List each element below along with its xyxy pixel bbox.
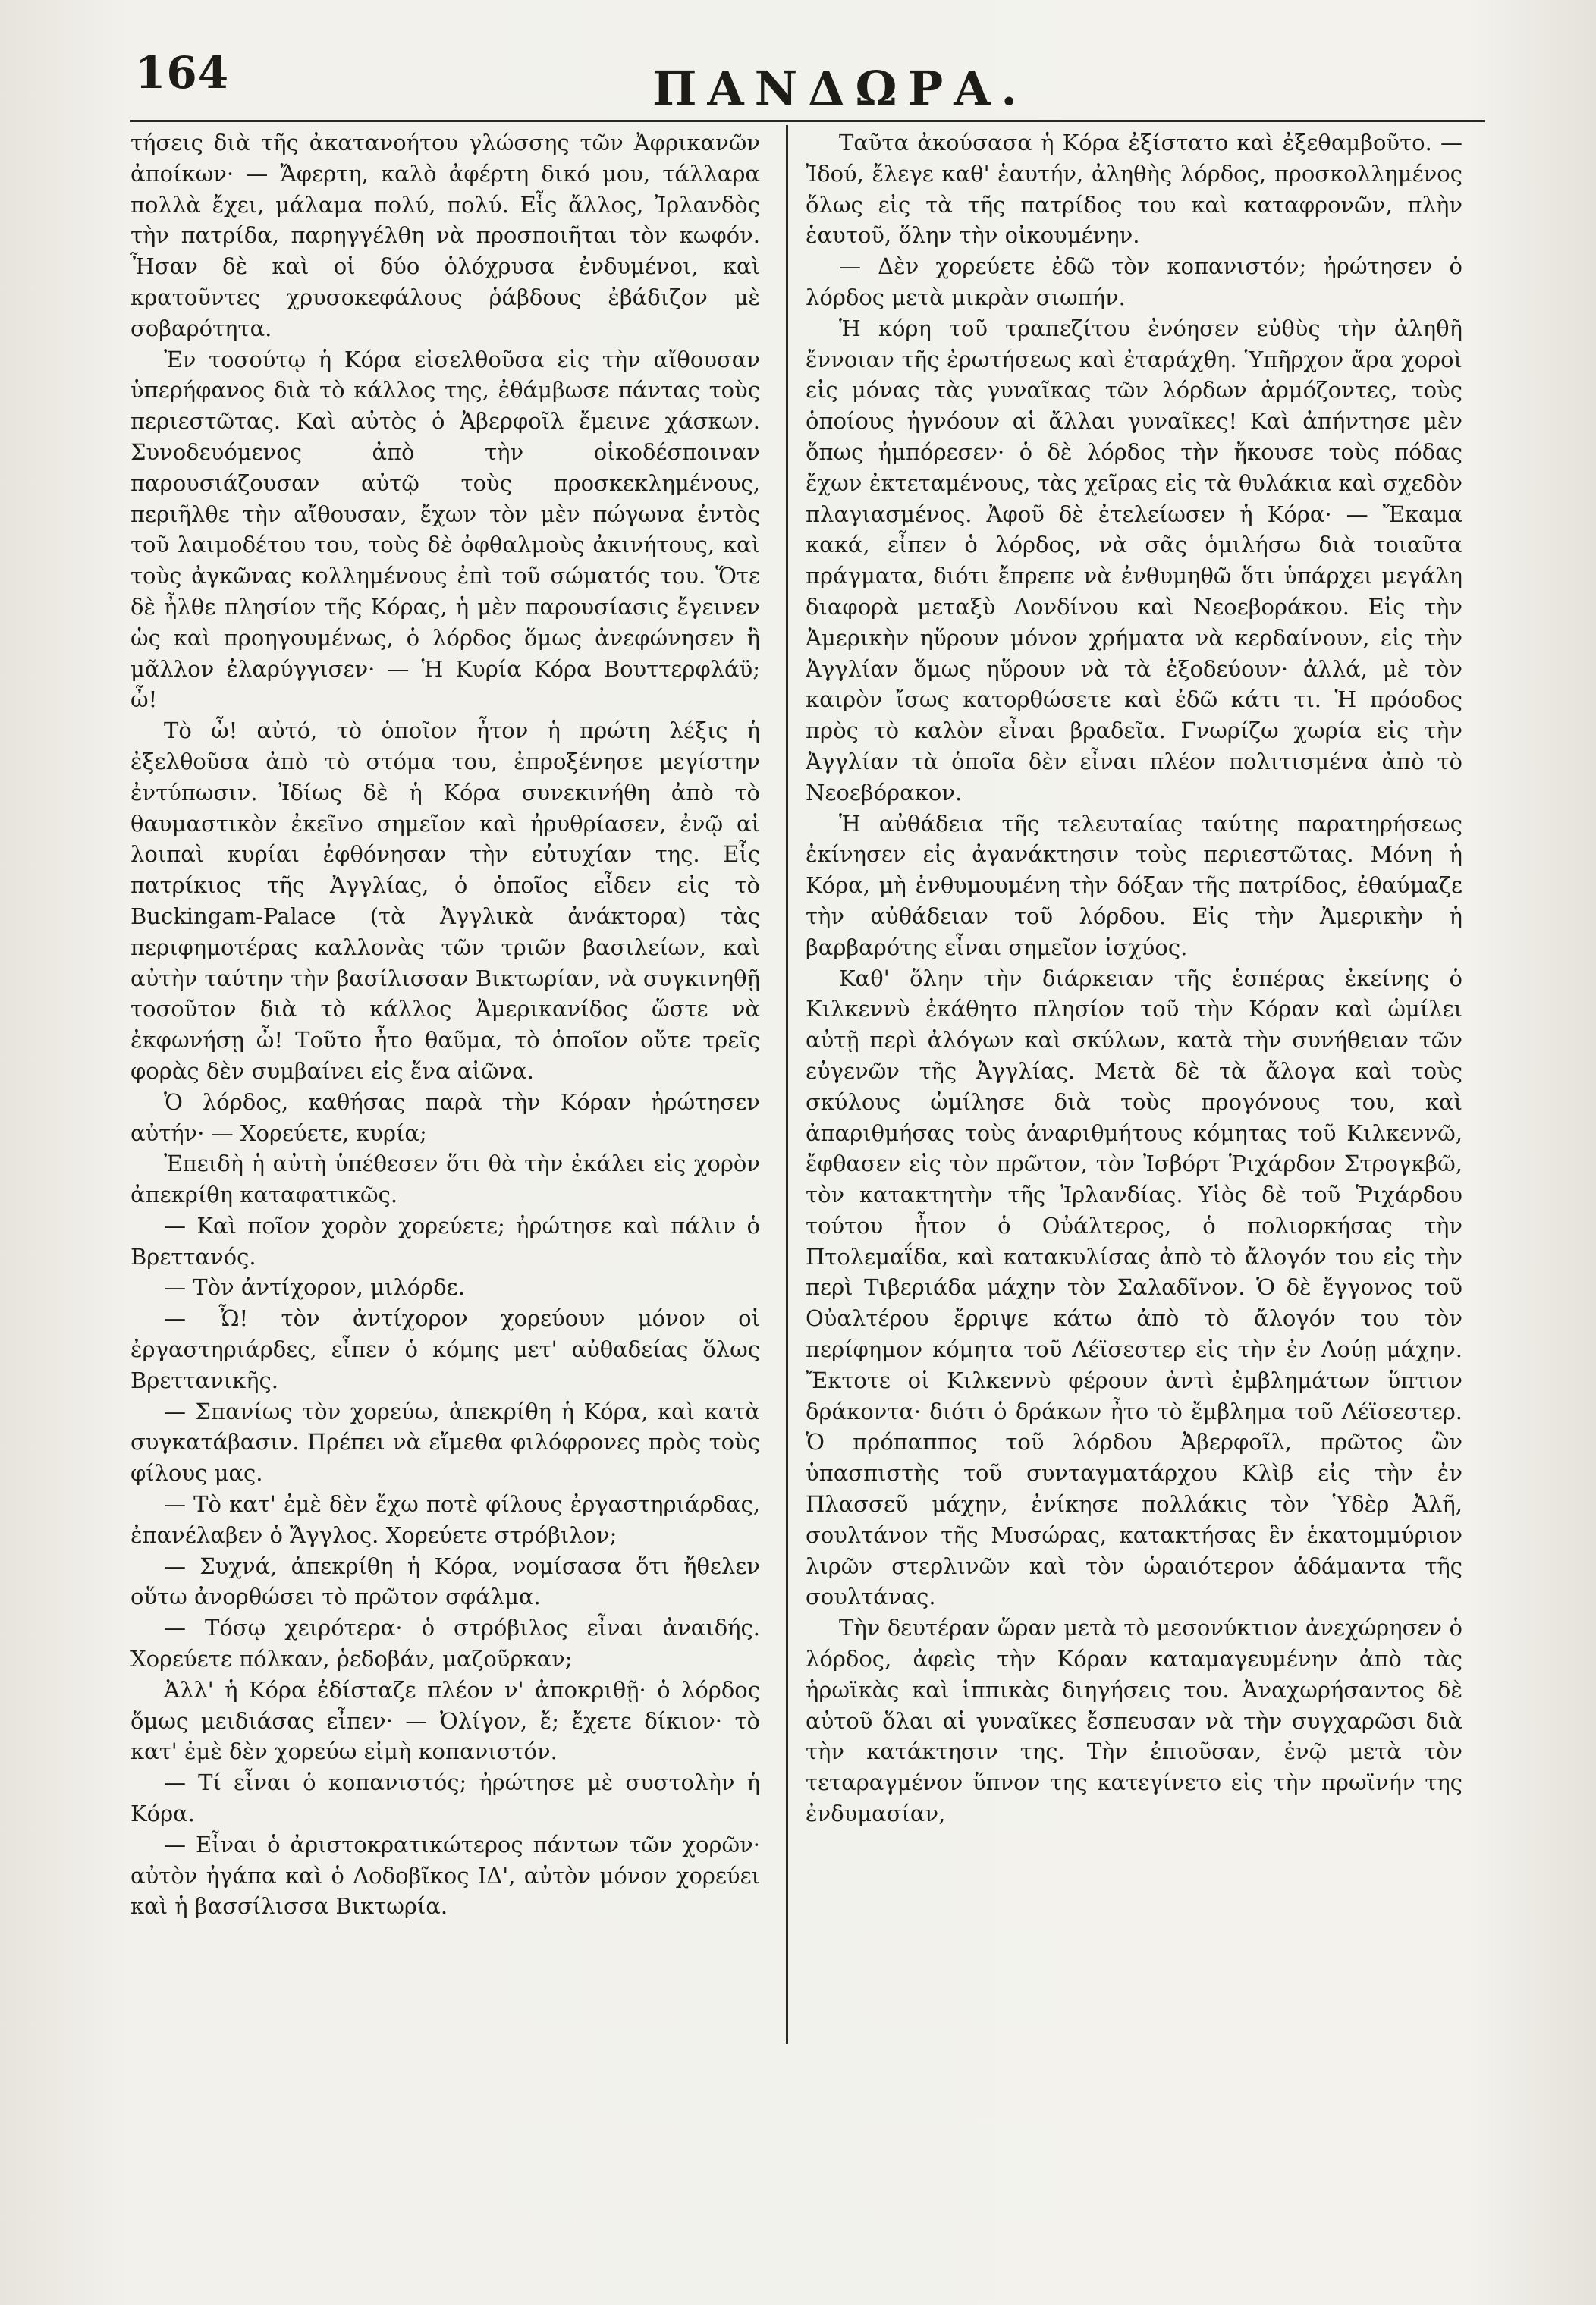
paragraph: — Εἶναι ὁ ἀριστοκρατικώτερος πάντων τῶν χορῶν· αὐτὸν ἠγάπα καὶ ὁ Λοδοβῖκος ΙΔ', αὐτὸν μόνον χορεύει καὶ ἡ βασσίλισσα Βικτωρία. — [130, 1831, 760, 1920]
paragraph: Τὸ ὦ! αὐτό, τὸ ὁποῖον ἦτον ἡ πρώτη λέξις ἡ ἐξελθοῦσα ἀπὸ τὸ στόμα του, ἐπροξένησε μεγίστην ἐντύπωσιν. Ἰδίως δὲ ἡ Κόρα συνεκινήθη ἀπὸ τὸ θαυμαστικὸν ἐκεῖνο σημεῖον καὶ ἠρυθρίασεν, ἐνῷ αἱ λοιπαὶ κυρίαι ἐφθόνησαν τὴν εὐτυχίαν της. Εἷς πατρίκιος τῆς Ἀγγλίας, ὁ ὁποῖος εἶδεν εἰς τὸ Buckingam-Palace (τὰ Ἀγγλικὰ ἀνάκτορα) τὰς περιφημοτέρας καλλονὰς τῶν τριῶν βασιλείων, καὶ αὐτὴν ταύτην τὴν βασίλισσαν Βικτωρίαν, νὰ συγκινηθῇ τοσοῦτον διὰ τὸ κάλλος Ἀμερικανίδος ὥστε νὰ ἐκφωνήσῃ ὦ! Τοῦτο ἦτο θαῦμα, τὸ ὁποῖον οὔτε τρεῖς φορὰς δὲν συμβαίνει εἰς ἕνα αἰῶνα. — [130, 718, 760, 1084]
running-title: ΠΑΝΔΩΡΑ. — [652, 61, 1028, 116]
paragraph: — Ὦ! τὸν ἀντίχορον χορεύουν μόνον οἱ ἐργαστηριάρδες, εἶπεν ὁ κόμης μετ' αὐθαδείας ὅλως Βρεττανικῆς. — [130, 1305, 760, 1393]
column-divider — [786, 125, 788, 2044]
left-column — [130, 127, 760, 2175]
paragraph: — Δὲν χορεύετε ἐδῶ τὸν κοπανιστόν; ἠρώτησεν ὁ λόρδος μετὰ μικρὰν σιωπήν. — [806, 253, 1462, 310]
paragraph: Ὁ λόρδος, καθήσας παρὰ τὴν Κόραν ἠρώτησεν αὐτήν· — Χορεύετε, κυρία; — [130, 1088, 760, 1146]
paragraph: Ἐν τοσούτῳ ἡ Κόρα εἰσελθοῦσα εἰς τὴν αἴθουσαν ὑπερήφανος διὰ τὸ κάλλος της, ἐθάμβωσε πάντας τοὺς περιεστῶτας. Καὶ αὐτὸς ὁ Ἀβερφοῖλ ἔμεινε χάσκων. Συνοδευόμενος ἀπὸ τὴν οἰκοδέσποιναν παρουσιάζουσαν αὐτῷ τοὺς προσκεκλημένους, περιῆλθε τὴν αἴθουσαν, ἔχων τὸν μὲν πώγωνα ἐντὸς τοῦ λαιμοδέτου του, τοὺς δὲ ὀφθαλμοὺς ἀκινήτους, καὶ τοὺς ἀγκῶνας κολλημένους ἐπὶ τοῦ σώματός του. Ὅτε δὲ ἦλθε πλησίον τῆς Κόρας, ἡ μὲν παρουσίασις ἔγεινεν ὡς καὶ προηγουμένως, ὁ λόρδος ὅμως ἀνεφώνησεν ἢ μᾶλλον ἐλαρύγγισεν· — Ἡ Κυρία Κόρα Βουττερφλάϋ; ὦ! — [130, 346, 760, 713]
paragraph: — Τὸν ἀντίχορον, μιλόρδε. — [164, 1274, 465, 1301]
paragraph: Ἡ κόρη τοῦ τραπεζίτου ἐνόησεν εὐθὺς τὴν ἀληθῆ ἔννοιαν τῆς ἐρωτήσεως καὶ ἐταράχθη. Ὑπῆρχον ἄρα χοροὶ εἰς μόνας τὰς γυναῖκας τῶν λόρδων ἁρμόζοντες, τοὺς ὁποίους ἠγνόουν αἱ ἄλλαι γυναῖκες! Καὶ ἀπήντησε μὲν ὅπως ἠμπόρεσεν· ὁ δὲ λόρδος τὴν ἤκουσε τοὺς πόδας ἔχων ἐκτεταμένους, τὰς χεῖρας εἰς τὰ θυλάκια καὶ σχεδὸν πλαγιασμένος. Ἀφοῦ δὲ ἐτελείωσεν ἡ Κόρα· — Ἔκαμα κακά, εἶπεν ὁ λόρδος, νὰ σᾶς ὁμιλήσω διὰ τοιαῦτα πράγματα, διότι ἔπρεπε νὰ ἐνθυμηθῶ ὅτι ὑπάρχει μεγάλη διαφορὰ μεταξὺ Λονδίνου καὶ Νεοεβοράκου. Εἰς τὴν Ἀμερικὴν ηὕρουν μόνον χρήματα νὰ κερδαίνουν, εἰς τὴν Ἀγγλίαν ὅμως ηὕρουν νὰ τὰ ἐξοδεύουν· ἀλλά, μὲ τὸν καιρὸν ἴσως κατορθώσετε καὶ ἐδῶ κάτι τι. Ἡ πρόοδος πρὸς τὸ καλὸν εἶναι βραδεῖα. Γνωρίζω χωρία εἰς τὴν Ἀγγλίαν τὰ ὁποῖα δὲν εἶναι πλέον πολιτισμένα ἀπὸ τὸ Νεοεβόρακον. — [806, 315, 1462, 805]
right-column — [806, 127, 1462, 2175]
paragraph: — Τὸ κατ' ἐμὲ δὲν ἔχω ποτὲ φίλους ἐργαστηριάρδας, ἐπανέλαβεν ὁ Ἄγγλος. Χορεύετε στρόβιλον; — [130, 1491, 760, 1548]
paragraph: Ἐπειδὴ ἡ αὐτὴ ὑπέθεσεν ὅτι θὰ τὴν ἐκάλει εἰς χορὸν ἀπεκρίθη καταφατικῶς. — [130, 1151, 760, 1208]
paragraph: Ταῦτα ἀκούσασα ἡ Κόρα ἐξίστατο καὶ ἐξεθαμβοῦτο. — Ἰδού, ἔλεγε καθ' ἑαυτήν, ἀληθὴς λόρδος, προσκολλημένος ὅλως εἰς τὰ τῆς πατρίδος του καὶ καταφρονῶν, πλὴν ἑαυτοῦ, ὅλην τὴν οἰκουμένην. — [806, 130, 1462, 249]
header-rule — [130, 120, 1485, 122]
paragraph: τήσεις διὰ τῆς ἀκατανοήτου γλώσσης τῶν Ἀφρικανῶν ἀποίκων· — Ἄφερτη, καλὸ ἀφέρτη δικό μου, τάλλαρα πολλὰ ἔχει, μάλαμα πολύ, πολύ. Εἷς ἄλλος, Ἰρλανδὸς τὴν πατρίδα, παρηγγέλθη νὰ προσποιῆται τὸν κωφόν. Ἦσαν δὲ καὶ οἱ δύο ὁλόχρυσα ἐνδυμένοι, καὶ κρατοῦντες χρυσοκεφάλους ῥάβδους ἐβάδιζον μὲ σοβαρότητα. — [130, 130, 760, 341]
paragraph: Καθ' ὅλην τὴν διάρκειαν τῆς ἑσπέρας ἐκείνης ὁ Κιλκεννὺ ἐκάθητο πλησίον τοῦ τὴν Κόραν καὶ ὡμίλει αὐτῇ περὶ ἀλόγων καὶ σκύλων, κατὰ τὴν συνήθειαν τῶν εὐγενῶν τῆς Ἀγγλίας. Μετὰ δὲ τὰ ἄλογα καὶ τοὺς σκύλους ὡμίλησε διὰ τοὺς προγόνους του, καὶ ἀπαριθμήσας τοὺς ἀναριθμήτους κόμητας τοῦ Κιλκεννῶ, ἔφθασεν εἰς τὸν πρῶτον, τὸν Ἰσβόρτ Ῥιχάρδον Στρογκβῶ, τὸν κατακτητὴν τῆς Ἰρλανδίας. Υἱὸς δὲ τοῦ Ῥιχάρδου τούτου ἦτον ὁ Οὐάλτερος, ὁ πολιορκήσας τὴν Πτολεμαΐδα, καὶ κατακυλίσας ἀπὸ τὸ ἄλογόν του εἰς τὴν περὶ Τιβεριάδα μάχην τὸν Σαλαδῖνον. Ὁ δὲ ἔγγονος τοῦ Οὐαλτέρου ἔρριψε κάτω ἀπὸ τὸ ἄλογόν του τὸν περίφημον κόμητα τοῦ Λέϊσεστερ εἰς τὴν ἐν Λούῃ μάχην. Ἔκτοτε οἱ Κιλκεννὺ φέρουν ἀντὶ ἐμβλημάτων ὕπτιον δράκοντα· διότι ὁ δράκων ἦτο τὸ ἔμβλημα τοῦ Λέϊσεστερ. Ὁ πρόπαππος τοῦ λόρδου Ἀβερφοῖλ, πρῶτος ὢν ὑπασπιστὴς τοῦ συνταγματάρχου Κλὶβ εἰς τὴν ἐν Πλασσεῦ μάχην, ἐνίκησε πολλάκις τὸν Ὑδὲρ Ἀλῆ, σουλτάνον τῆς Μυσώρας, κατακτήσας ἓν ἑκατομμύριον λιρῶν στερλινῶν καὶ τὸν ὡραιότερον ἀδάμαντα τῆς σουλτάνας. — [806, 965, 1462, 1610]
paragraph: — Τόσῳ χειρότερα· ὁ στρόβιλος εἶναι ἀναιδής. Χορεύετε πόλκαν, ῥεδοβάν, μαζοῦρκαν; — [130, 1615, 760, 1672]
paragraph: Ἡ αὐθάδεια τῆς τελευταίας ταύτης παρατηρήσεως ἐκίνησεν εἰς ἀγανάκτησιν τοὺς περιεστῶτας. Μόνη ἡ Κόρα, μὴ ἐνθυμουμένη τὴν δόξαν τῆς πατρίδος, ἐθαύμαζε τὴν αὐθάδειαν τοῦ λόρδου. Εἰς τὴν Ἀμερικὴν ἡ βαρβαρότης εἶναι σημεῖον ἰσχύος. — [806, 810, 1462, 960]
paragraph: — Καὶ ποῖον χορὸν χορεύετε; ἠρώτησε καὶ πάλιν ὁ Βρεττανός. — [130, 1212, 760, 1270]
paragraph: — Τί εἶναι ὁ κοπανιστός; ἠρώτησε μὲ συστολὴν ἡ Κόρα. — [130, 1770, 760, 1827]
page-number: 164 — [135, 47, 230, 99]
paragraph: Ἀλλ' ἡ Κόρα ἐδίσταζε πλέον ν' ἀποκριθῇ· ὁ λόρδος ὅμως μειδιάσας εἶπεν· — Ὀλίγον, ἔ; ἔχετε δίκιον· τὸ κατ' ἐμὲ δὲν χορεύω εἰμὴ κοπανιστόν. — [130, 1676, 760, 1765]
paragraph: — Σπανίως τὸν χορεύω, ἀπεκρίθη ἡ Κόρα, καὶ κατὰ συγκατάβασιν. Πρέπει νὰ εἴμεθα φιλόφρονες πρὸς τοὺς φίλους μας. — [130, 1398, 760, 1487]
paragraph: Τὴν δευτέραν ὥραν μετὰ τὸ μεσονύκτιον ἀνεχώρησεν ὁ λόρδος, ἀφεὶς τὴν Κόραν καταμαγευμένην ἀπὸ τὰς ἡρωϊκὰς καὶ ἱππικὰς διηγήσεις του. Ἀναχωρήσαντος δὲ αὐτοῦ ὅλαι αἱ γυναῖκες ἔσπευσαν νὰ τὴν συγχαρῶσι διὰ τὴν κατάκτησιν της. Τὴν ἐπιοῦσαν, ἐνῷ μετὰ τὸν τεταραγμένον ὕπνον της κατεγίνετο εἰς τὴν πρωϊνήν της ἐνδυμασίαν, — [806, 1615, 1462, 1827]
paragraph: — Συχνά, ἀπεκρίθη ἡ Κόρα, νομίσασα ὅτι ἤθελεν οὕτω ἀνορθώσει τὸ πρῶτον σφάλμα. — [130, 1553, 760, 1610]
